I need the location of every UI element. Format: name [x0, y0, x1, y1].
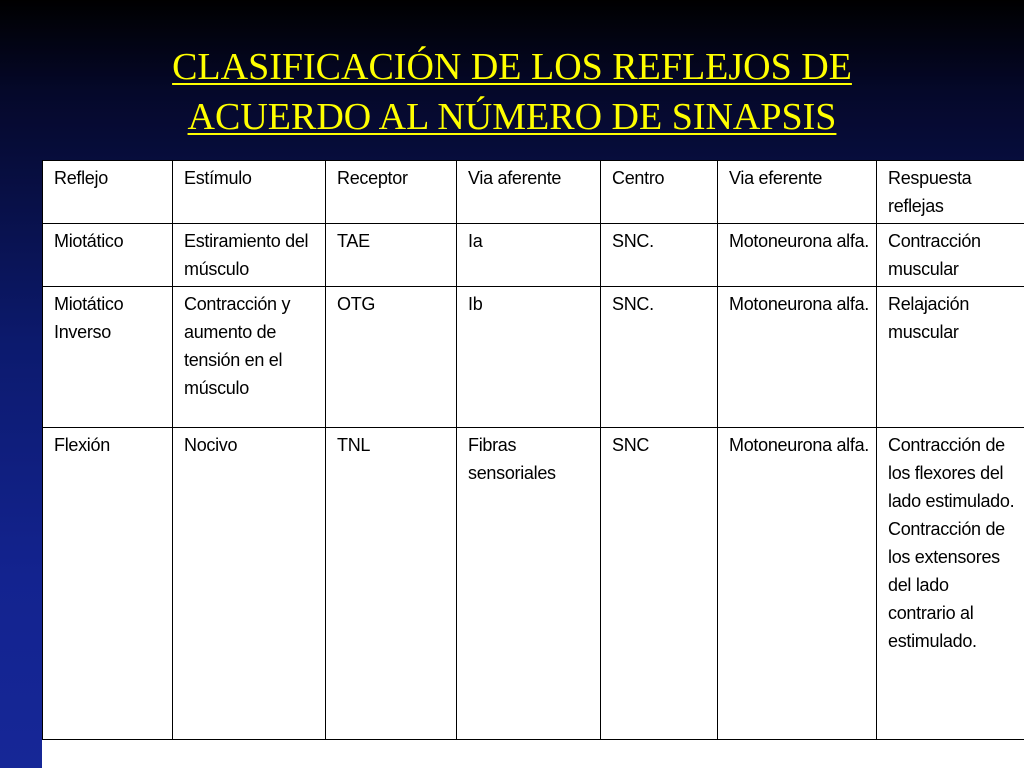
table-row	[43, 224, 1024, 287]
table-panel	[42, 160, 1024, 768]
table-cell: Nocivo	[173, 428, 326, 740]
table-cell: Miotático	[43, 224, 173, 287]
header-cell-estimulo: Estímulo	[173, 161, 326, 224]
table-header-row	[43, 161, 1024, 224]
table-cell: Motoneurona alfa.	[718, 224, 877, 287]
header-cell-respuesta: Respuesta reflejas	[877, 161, 1024, 224]
table-cell: Fibras sensoriales	[457, 428, 601, 740]
header-cell-receptor: Receptor	[326, 161, 457, 224]
title-line-1: CLASIFICACIÓN DE LOS REFLEJOS DE	[172, 46, 852, 88]
table-cell: Ia	[457, 224, 601, 287]
header-cell-via-eferente: Via eferente	[718, 161, 877, 224]
table-cell: SNC	[601, 428, 718, 740]
table-cell: SNC.	[601, 224, 718, 287]
table-cell: OTG	[326, 287, 457, 428]
table-cell: TNL	[326, 428, 457, 740]
table-cell: SNC.	[601, 287, 718, 428]
slide-title	[0, 42, 1024, 142]
table-cell: Miotático Inverso	[43, 287, 173, 428]
table-cell: Contracción de los flexores del lado estimulado. Contracción de los extensores del lado contrario al estimulado.	[877, 428, 1024, 740]
reflex-classification-table	[42, 160, 1024, 740]
table-cell: Ib	[457, 287, 601, 428]
table-cell: Contracción muscular	[877, 224, 1024, 287]
header-cell-centro: Centro	[601, 161, 718, 224]
table-cell: Motoneurona alfa.	[718, 428, 877, 740]
table-cell: Flexión	[43, 428, 173, 740]
table-cell: Contracción y aumento de tensión en el músculo	[173, 287, 326, 428]
table-cell: Motoneurona alfa.	[718, 287, 877, 428]
table-row	[43, 287, 1024, 428]
title-line-2: ACUERDO AL NÚMERO DE SINAPSIS	[187, 96, 837, 138]
table-cell: Estiramiento del músculo	[173, 224, 326, 287]
table-cell: Relajación muscular	[877, 287, 1024, 428]
table-cell: TAE	[326, 224, 457, 287]
table-row	[43, 428, 1024, 740]
header-cell-reflejo: Reflejo	[43, 161, 173, 224]
header-cell-via-aferente: Via aferente	[457, 161, 601, 224]
